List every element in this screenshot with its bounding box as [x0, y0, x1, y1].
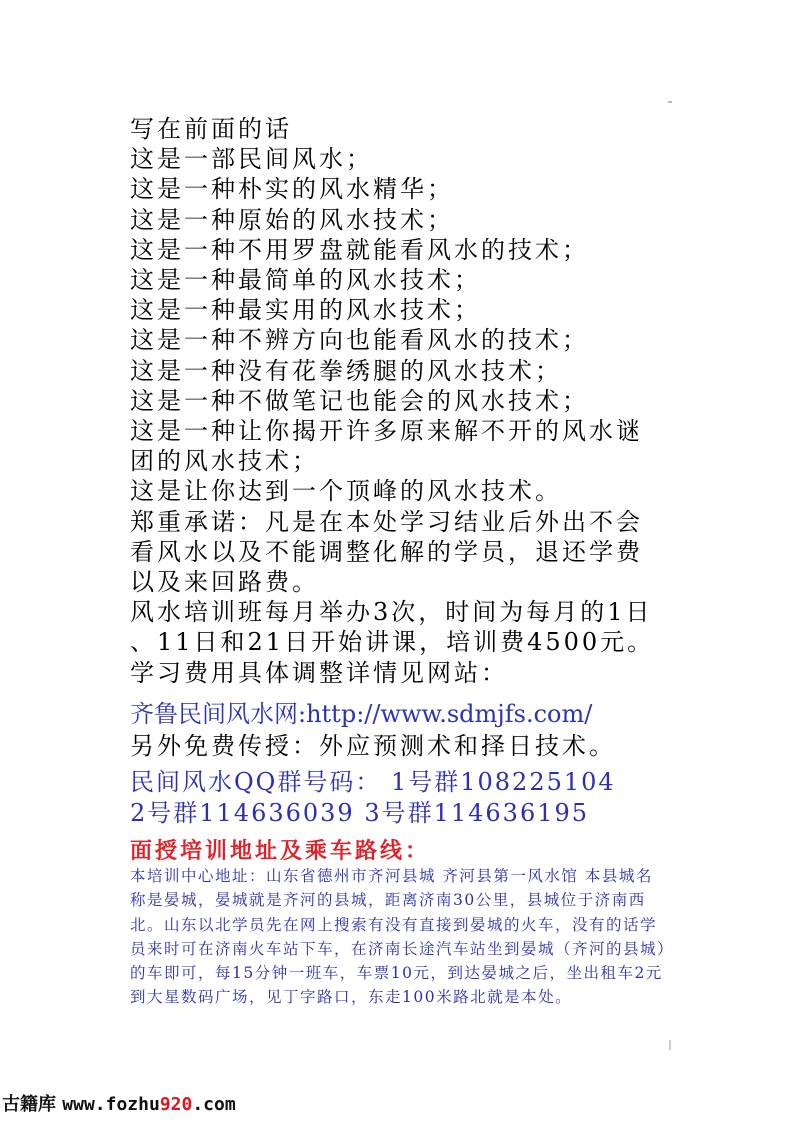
- extra-line: 另外免费传授：外应预测术和择日技术。: [130, 732, 616, 760]
- footer-url[interactable]: [62, 1094, 235, 1115]
- text-line: 这是一种朴实的风水精华；: [130, 175, 454, 204]
- text-line: 这是一种最实用的风水技术；: [130, 296, 481, 325]
- text-line: 这是一种不辨方向也能看风水的技术；: [130, 326, 589, 355]
- promise-line: 看风水以及不能调整化解的学员，退还学费: [130, 537, 643, 566]
- schedule-line: 风水培训班每月举办3次，时间为每月的1日: [130, 598, 653, 627]
- promise-line: 以及来回路费。: [130, 568, 319, 597]
- fee-info-line: 学习费用具体调整详情见网站：: [130, 658, 508, 687]
- page-corner-mark: [668, 101, 672, 103]
- footer-url-suffix: .com: [192, 1094, 236, 1115]
- page-edge-mark: [669, 1040, 671, 1050]
- website-link[interactable]: 齐鲁民间风水网:http://www.sdmjfs.com/: [130, 700, 593, 728]
- footer-watermark: [2, 1090, 236, 1116]
- main-text-block: [130, 114, 670, 688]
- text-line: 这是一种不做笔记也能会的风水技术；: [130, 386, 589, 415]
- text-line: 团的风水技术；: [130, 447, 319, 476]
- footer-url-digits: 920: [159, 1094, 193, 1115]
- text-line: 这是一种没有花拳绣腿的风水技术；: [130, 356, 562, 385]
- promise-line: 郑重承诺：凡是在本处学习结业后外出不会: [130, 507, 643, 536]
- qq-group-line: 2号群114636039 3号群114636195: [130, 799, 590, 827]
- footer-site-name: 古籍库: [2, 1094, 56, 1115]
- intro-heading: 写在前面的话: [130, 115, 292, 143]
- footer-url-prefix: www.fozhu: [62, 1094, 160, 1115]
- schedule-line: 、11日和21日开始讲课，培训费4500元。: [130, 628, 655, 657]
- qq-group-line: 民间风水QQ群号码： 1号群108225104: [130, 768, 616, 796]
- text-line: 这是一部民间风水；: [130, 145, 373, 174]
- text-line: 这是让你达到一个顶峰的风水技术。: [130, 477, 562, 506]
- training-heading: 面授培训地址及乘车路线：: [130, 838, 431, 864]
- text-line: 这是一种原始的风水技术；: [130, 205, 454, 234]
- text-line: 这是一种最简单的风水技术；: [130, 266, 481, 295]
- text-line: 这是一种让你揭开许多原来解不开的风水谜: [130, 417, 643, 446]
- text-line: 这是一种不用罗盘就能看风水的技术；: [130, 235, 589, 264]
- address-paragraph: 本培训中心地址：山东省德州市齐河县城 齐河县第一风水馆 本县城名称是晏城，晏城就是齐河的县城，距离济南30公里，县城位于济南西北。山东以北学员先在网上搜索有没有直接到晏城的火车，没有的话学员来时可在济南火车站下车，在济南长途汽车站坐到晏城（齐河的县城）的车即可，每15分钟一班车，车票10元，到达晏城之后，坐出租车2元到大星数码广场，见丁字路口，东走100米路北就是本处。: [130, 867, 667, 1007]
